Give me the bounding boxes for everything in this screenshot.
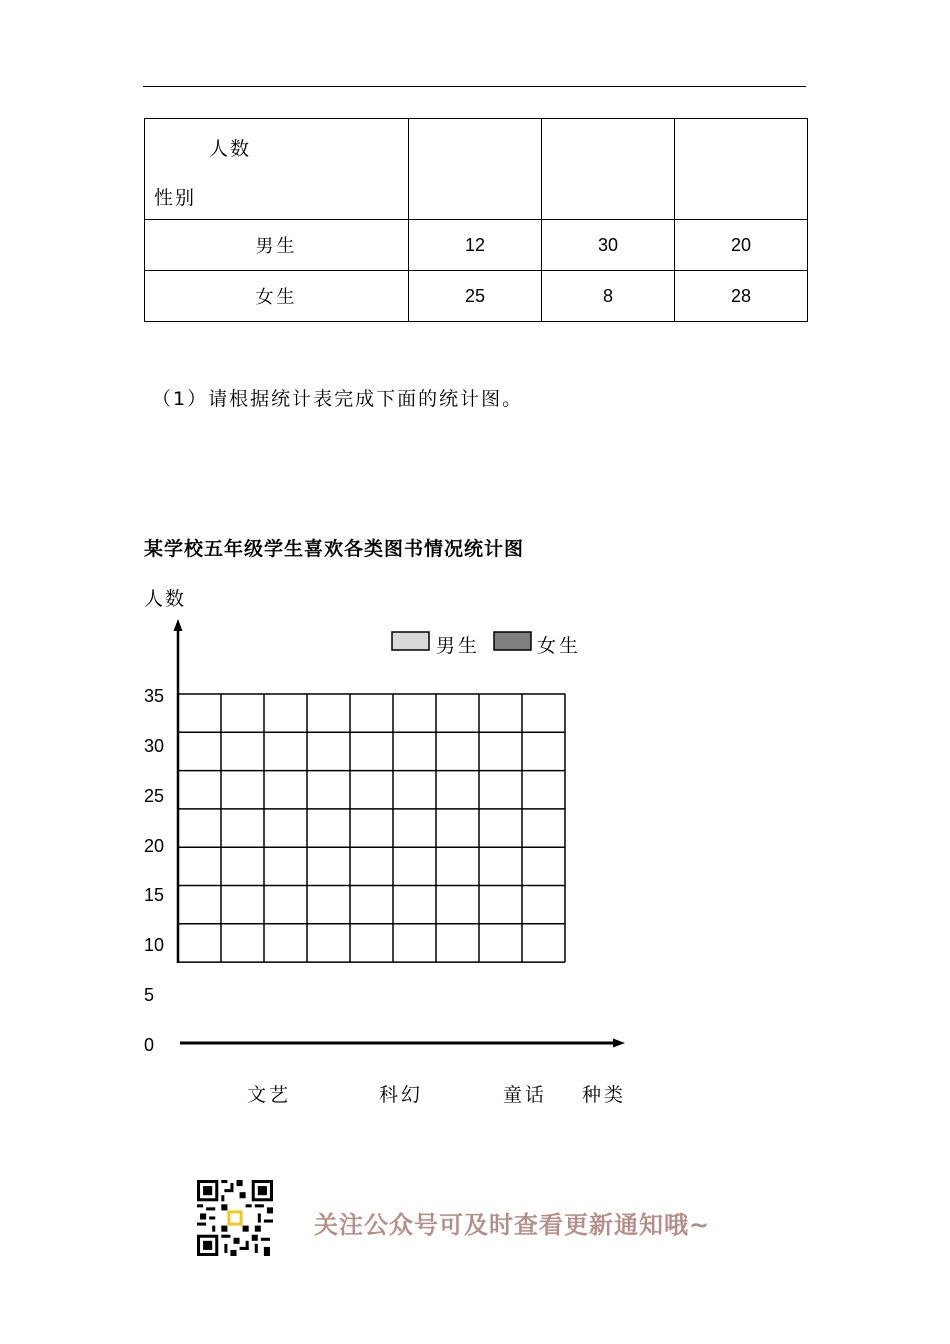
question-text: （1）请根据统计表完成下面的统计图。 [152,388,524,410]
x-category-label: 童话 [503,1084,548,1106]
y-tick-label: 35 [144,686,165,706]
legend-label-boys: 男生 [436,635,481,657]
chart-title: 某学校五年级学生喜欢各类图书情况统计图 [144,538,525,560]
header-top-label: 人数 [209,138,252,160]
table-cell: 8 [542,271,675,322]
x-category-label: 科幻 [379,1084,424,1106]
table-cell: 12 [409,220,542,271]
header-bottom-label: 性别 [154,187,197,209]
x-category-label: 文艺 [247,1084,292,1106]
y-tick-label: 20 [144,836,165,856]
y-tick-label: 5 [144,985,155,1005]
table-cell: 20 [675,220,808,271]
x-axis-arrow-icon [613,1039,625,1048]
y-tick-label: 25 [144,786,165,806]
legend-swatch-girls [494,632,531,650]
y-ticks [144,686,164,1055]
x-axis-label: 种类 [582,1084,627,1106]
row-label-boys: 男生 [145,220,409,271]
chart-grid [178,694,565,962]
y-tick-label: 30 [144,736,165,756]
y-tick-label: 10 [144,935,165,955]
table-cell: 25 [409,271,542,322]
y-tick-label: 0 [144,1035,155,1055]
table-cell: 30 [542,220,675,271]
x-category-labels [247,1084,626,1106]
y-tick-label: 15 [144,885,165,905]
legend-label-girls: 女生 [537,635,582,657]
legend-swatch-boys [392,632,429,650]
table-cell: 28 [675,271,808,322]
follow-notice: 关注公众号可及时查看更新通知哦~ [314,1211,711,1239]
qr-code-icon [197,1180,273,1256]
y-axis-label: 人数 [144,588,187,610]
row-label-girls: 女生 [145,271,409,322]
y-axis-arrow-icon [174,619,183,631]
legend [392,632,581,657]
